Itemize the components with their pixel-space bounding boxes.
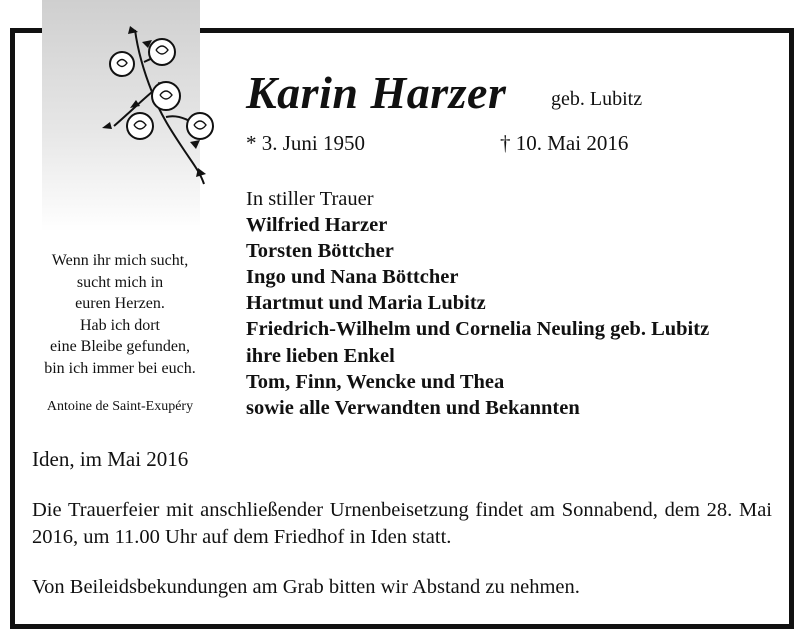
mourners-list bbox=[246, 186, 709, 421]
mourner-entry: Friedrich-Wilhelm und Cornelia Neuling geb. Lubitz bbox=[246, 318, 710, 341]
place-date: Iden, im Mai 2016 bbox=[32, 447, 189, 471]
mourner-entry: Tom, Finn, Wencke und Thea bbox=[246, 370, 505, 393]
mourner-entry: Ingo und Nana Böttcher bbox=[246, 266, 459, 289]
funeral-notice: Die Trauerfeier mit anschließender Urnenbeisetzung findet am Sonnabend, dem 28. Mai 2016, um 11.00 Uhr auf dem Friedhof in Iden statt. bbox=[32, 499, 772, 548]
mourners-intro: In stiller Trauer bbox=[246, 188, 374, 210]
poem-line: eine Bleibe gefunden, bbox=[50, 338, 190, 356]
poem-line: Hab ich dort bbox=[80, 316, 160, 334]
death-date: † 10. Mai 2016 bbox=[500, 131, 629, 155]
maiden-name: geb. Lubitz bbox=[551, 88, 643, 110]
mourner-entry: sowie alle Verwandten und Bekannten bbox=[246, 396, 580, 419]
poem bbox=[24, 250, 216, 380]
poem-line: bin ich immer bei euch. bbox=[44, 359, 196, 377]
mourner-entry: Torsten Böttcher bbox=[246, 240, 394, 263]
mourner-entry: Hartmut und Maria Lubitz bbox=[246, 292, 486, 315]
poem-line: Wenn ihr mich sucht, bbox=[51, 252, 189, 269]
mourner-entry: Wilfried Harzer bbox=[246, 214, 388, 237]
birth-date: * 3. Juni 1950 bbox=[246, 131, 366, 155]
poem-line: sucht mich in bbox=[76, 273, 164, 291]
mourner-entry: ihre lieben Enkel bbox=[246, 344, 395, 367]
poem-line: euren Herzen. bbox=[75, 295, 165, 313]
closing-note: Von Beileidsbekundungen am Grab bitten wir Abstand zu nehmen. bbox=[32, 576, 580, 598]
decorative-panel bbox=[42, 0, 200, 232]
roses-icon bbox=[100, 22, 228, 190]
deceased-name: Karin Harzer bbox=[246, 67, 507, 118]
poem-author: Antoine de Saint-Exupéry bbox=[46, 399, 194, 414]
